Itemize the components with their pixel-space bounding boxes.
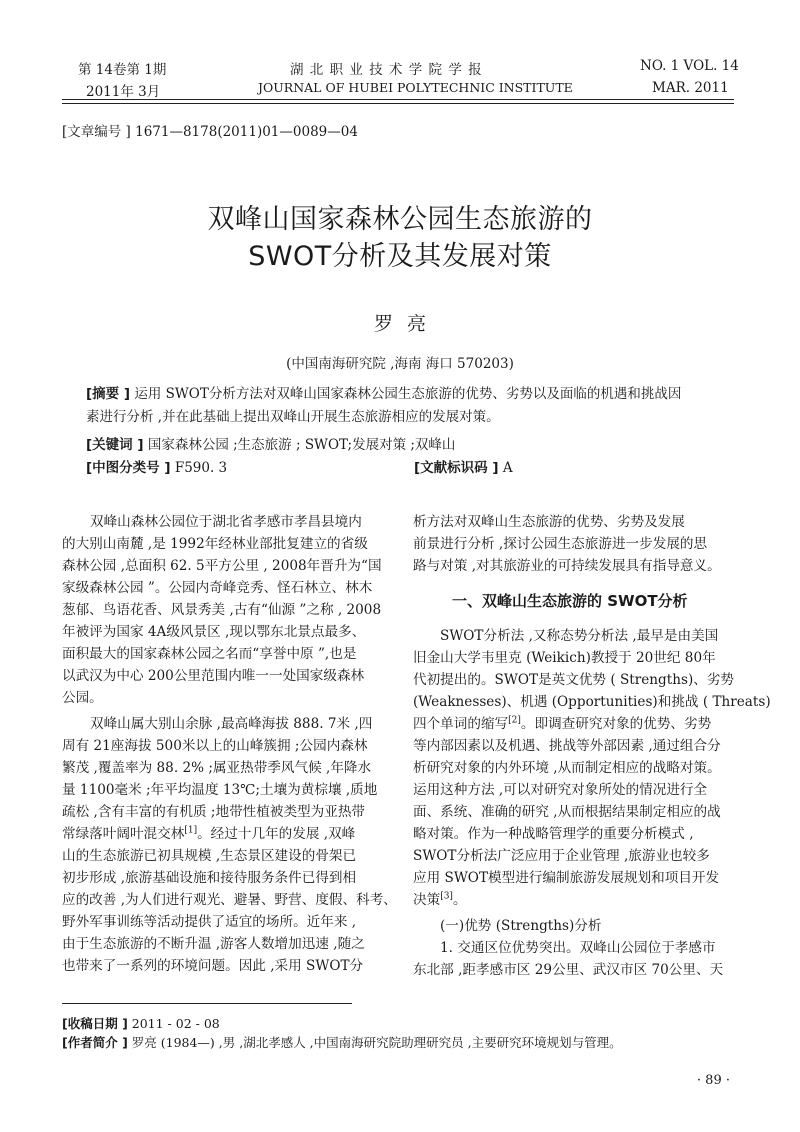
body-line: 山的生态旅游已初具规模 ,生态景区建设的骨架已: [62, 848, 357, 864]
body-line: [413, 712, 711, 732]
body-line: 等内部因素以及机遇、挑战等外部因素 ,通过组合分: [413, 738, 721, 754]
keywords-label: [关键词 ]: [86, 437, 144, 453]
received-date: [62, 1014, 220, 1032]
abstract-row: [86, 406, 716, 429]
doc-code-text: A: [502, 460, 513, 476]
body-line: 森林公园 ,总面积 62. 5平方公里 , 2008年晋升为“国: [62, 558, 382, 574]
body-line: 运用这种方法 ,可以对研究对象所处的情况进行全: [413, 782, 708, 798]
body-line: 东北部 ,距孝感市区 29公里、武汉市区 70公里、天: [413, 962, 724, 978]
page-number: · 89 ·: [696, 1073, 730, 1088]
body-line: 初步形成 ,旅游基础设施和接待服务条件已得到相: [62, 870, 357, 886]
body-line: 周有 21座海拔 500米以上的山峰簇拥 ;公园内森林: [62, 738, 368, 754]
body-line: 略对策。作为一种战略管理学的重要分析模式 ,: [413, 826, 694, 842]
abstract-row: [86, 383, 716, 406]
footnote-rule: [62, 1003, 352, 1004]
body-line: [62, 822, 355, 842]
doc-code: [414, 457, 513, 480]
bio-label: [作者简介 ]: [62, 1035, 128, 1050]
body-line: 析方法对双峰山生态旅游的优势、劣势及发展: [413, 514, 685, 530]
body-line: 年被评为国家 4A级风景区 ,现以鄂东北景点最多、: [62, 624, 366, 640]
body-line: SWOT分析法 ,又称态势分析法 ,最早是由美国: [440, 628, 719, 644]
body-line: 路与对策 ,对其旅游业的可持续发展具有指导意义。: [413, 558, 721, 574]
clc-label: [中图分类号 ]: [86, 460, 171, 476]
citation-ref: [1]: [184, 825, 198, 836]
body-line: 应的改善 ,为人们进行观光、避暑、野营、度假、科考、: [62, 892, 397, 908]
body-line: 由于生态旅游的不断升温 ,游客人数增加迅速 ,随之: [62, 936, 365, 952]
keywords-row: [86, 434, 716, 457]
body-line: 野外军事训练等活动提供了适宜的场所。近年来 ,: [62, 914, 357, 930]
abstract-text-line2: 素进行分析 ,并在此基础上提出双峰山开展生态旅游相应的发展对策。: [86, 409, 500, 425]
article-title-line2: SWOT分析及其发展对策: [248, 241, 552, 272]
journal-name-en: JOURNAL OF HUBEI POLYTECHNIC INSTITUTE: [258, 80, 573, 95]
body-text: 。经过十几年的发展 ,双峰: [197, 826, 356, 842]
received-label: [收稿日期 ]: [62, 1016, 128, 1031]
body-line: 以武汉为中心 200公里范围内唯一一处国家级森林: [62, 668, 365, 684]
header-rule-thin: [62, 103, 734, 104]
body-line: 也带来了一系列的环境问题。因此 ,采用 SWOT分: [62, 958, 364, 974]
body-text: 。即调查研究对象的优势、劣势: [520, 716, 712, 732]
article-title-line1: 双峰山国家森林公园生态旅游的: [207, 204, 593, 235]
body-line: 应用 SWOT模型进行编制旅游发展规划和项目开发: [413, 870, 720, 886]
body-line: 旧金山大学韦里克 (Weikich)教授于 20世纪 80年: [413, 650, 716, 666]
body-line: 疏松 ,含有丰富的有机质 ;地带性植被类型为亚热带: [62, 804, 366, 820]
body-line: 家级森林公园 ”。公园内奇峰竞秀、怪石林立、林木: [62, 580, 373, 596]
body-line: 析研究对象的内外环境 ,从而制定相应的战略对策。: [413, 760, 721, 776]
abstract-label: [摘要 ]: [86, 386, 131, 402]
doc-code-label: [文献标识码 ]: [414, 460, 499, 476]
abstract-text-line1: 运用 SWOT分析方法对双峰山国家森林公园生态旅游的优势、劣势以及面临的机遇和挑战因: [134, 386, 682, 402]
body-line: 量 1100毫米 ;年平均温度 13℃;土壤为黄棕壤 ,质地: [62, 782, 378, 798]
body-text: 常绿落叶阔叶混交林: [62, 826, 185, 842]
article-id: [文章编号 ] 1671—8178(2011)01—0089—04: [62, 124, 358, 140]
journal-name-cn: 湖 北 职 业 技 术 学 院 学 报: [290, 62, 483, 78]
bio-text: 罗亮 (1984—) ,男 ,湖北孝感人 ,中国南海研究院助理研究员 ,主要研究环境规划与管理。: [131, 1035, 622, 1050]
keywords-text: 国家森林公园 ;生态旅游 ; SWOT;发展对策 ;双峰山: [147, 437, 456, 453]
header-rule: [62, 99, 734, 100]
body-line: 面积最大的国家森林公园之名而“享誉中原 ”,也是: [62, 646, 357, 662]
issue-date: 2011年 3月: [86, 84, 161, 100]
issue-date-en: MAR. 2011: [652, 80, 729, 96]
subsection-heading: (一)优势 (Strengths)分析: [440, 918, 602, 934]
body-line: 的大别山南麓 ,是 1992年经林业部批复建立的省级: [62, 536, 368, 552]
body-line: 前景进行分析 ,探讨公园生态旅游进一步发展的思: [413, 536, 708, 552]
received-text: 2011 - 02 - 08: [131, 1016, 220, 1031]
body-text: 。: [452, 892, 467, 908]
body-line: 1. 交通区位优势突出。双峰山公园位于孝感市: [440, 940, 716, 956]
section-heading: 一、双峰山生态旅游的 SWOT分析: [452, 592, 688, 610]
author-name: 罗亮: [373, 313, 440, 335]
citation-ref: [2]: [508, 715, 521, 726]
issue-number-en: NO. 1 VOL. 14: [640, 58, 739, 74]
author-bio: [62, 1033, 622, 1051]
body-text: 决策: [413, 892, 441, 908]
body-line: 繁茂 ,覆盖率为 88. 2% ;属亚热带季风气候 ,年降水: [62, 760, 372, 776]
body-text: 四个单词的缩写: [413, 716, 509, 732]
body-line: 葱郁、鸟语花香、风景秀美 ,古有“仙源 ”之称 , 2008: [62, 602, 382, 618]
author-affiliation: (中国南海研究院 ,海南 海口 570203): [286, 356, 514, 372]
classification-row: [86, 457, 716, 480]
body-line: [413, 888, 467, 908]
body-line: 双峰山森林公园位于湖北省孝感市孝昌县境内: [90, 514, 362, 530]
abstract-block: [86, 383, 716, 480]
citation-ref: [3]: [440, 891, 453, 902]
body-line: 双峰山属大别山余脉 ,最高峰海拔 888. 7米 ,四: [90, 716, 373, 732]
body-line: 代初提出的。SWOT是英文优势 ( Strengths)、劣势: [413, 672, 735, 688]
body-line: (Weaknesses)、机遇 (Opportunities)和挑战 ( Threats): [413, 694, 771, 710]
clc-text: F590. 3: [174, 460, 228, 476]
volume-issue: 第 14卷第 1期: [78, 62, 167, 78]
body-line: 公园。: [62, 690, 103, 706]
body-line: 面、系统、准确的研究 ,从而根据结果制定相应的战: [413, 804, 721, 820]
body-line: SWOT分析法广泛应用于企业管理 ,旅游业也较多: [413, 848, 710, 864]
